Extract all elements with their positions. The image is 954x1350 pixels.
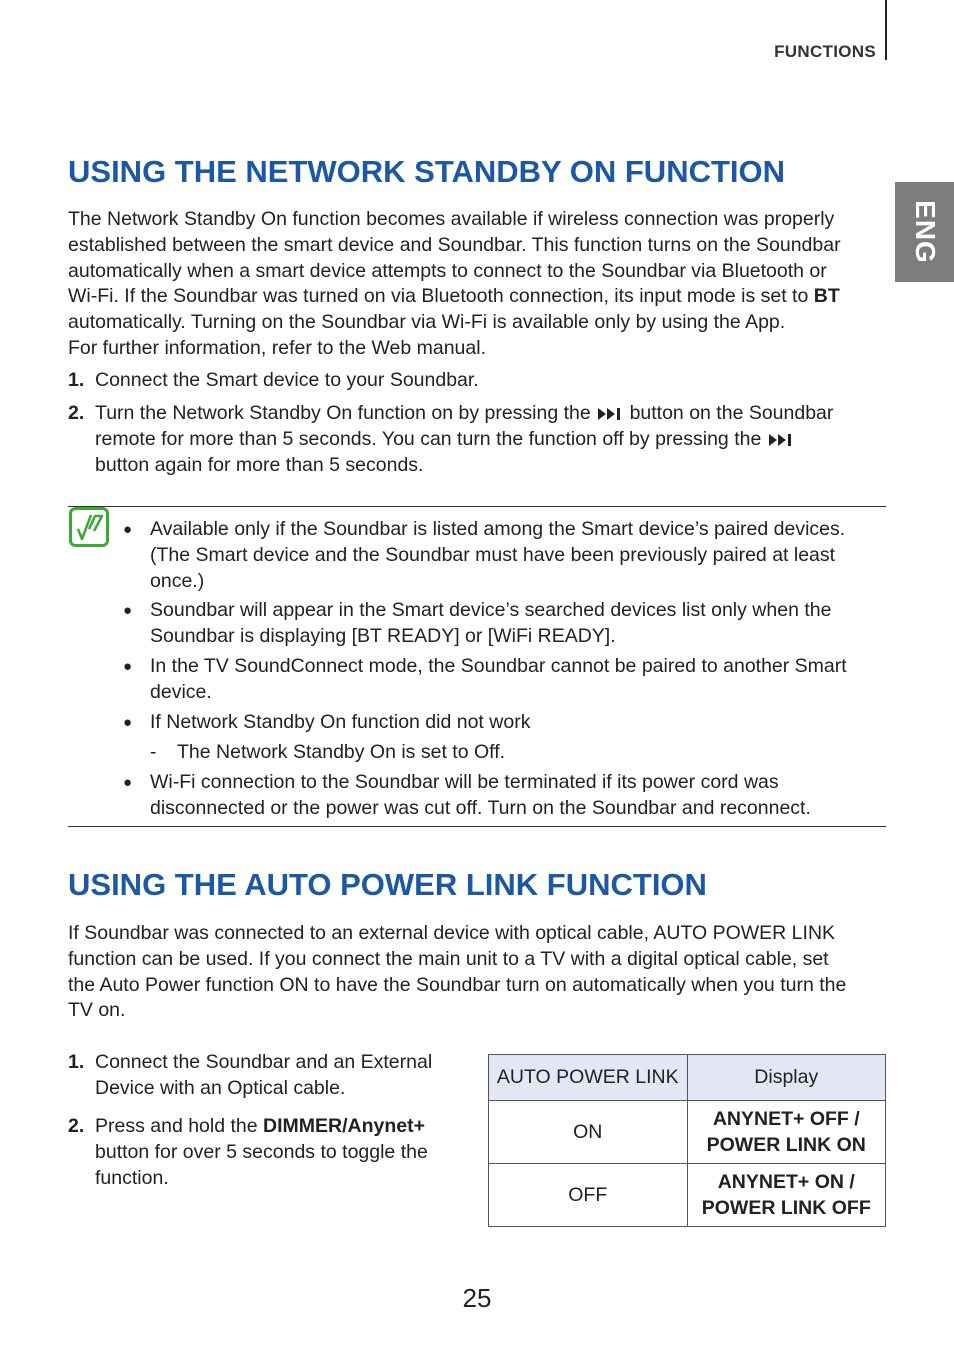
intro-line: TV on. xyxy=(68,999,126,1022)
note-top-rule xyxy=(68,506,886,507)
intro-line xyxy=(68,284,888,310)
language-tab xyxy=(895,182,954,282)
intro-line: established between the smart device and Soundbar. This function turns on the Soundbar xyxy=(68,233,841,256)
dimmer-anynet-button-label: DIMMER/Anynet+ xyxy=(263,1115,426,1137)
note-sub-text: The Network Standby On is set to Off. xyxy=(177,741,506,763)
step-number: 1. xyxy=(68,369,85,391)
note-line: Available only if the Soundbar is listed among the Smart device’s paired devices. xyxy=(150,518,846,540)
language-tab-label: ENG xyxy=(909,200,941,264)
section-title-auto-power-link: USING THE AUTO POWER LINK FUNCTION xyxy=(68,867,707,902)
table-header-cell: AUTO POWER LINK xyxy=(489,1055,688,1101)
note-line: Wi-Fi connection to the Soundbar will be terminated if its power cord was xyxy=(150,771,779,793)
table-header-row xyxy=(489,1055,886,1101)
note-text xyxy=(150,710,885,736)
display-line: POWER LINK ON xyxy=(706,1134,866,1156)
note-line: disconnected or the power was cut off. Turn on the Soundbar and reconnect. xyxy=(150,796,811,819)
note-line: If Network Standby On function did not work xyxy=(150,711,531,733)
intro-line: automatically when a smart device attempts to connect to the Soundbar via Bluetooth or xyxy=(68,259,827,282)
note-text xyxy=(150,770,885,822)
page-number: 25 xyxy=(462,1283,492,1313)
step-text-part: button on the Soundbar xyxy=(629,402,834,424)
bullet-icon: ● xyxy=(123,521,133,538)
note-text xyxy=(150,517,885,594)
step-text xyxy=(95,1050,475,1102)
note-bottom-rule xyxy=(68,826,886,827)
table-cell-display xyxy=(687,1101,886,1164)
step-text: Connect the Smart device to your Soundbar. xyxy=(95,369,479,391)
note-icon xyxy=(69,507,109,547)
intro-line-text: Wi-Fi. If the Soundbar was turned on via Bluetooth connection, its input mode is set to xyxy=(68,285,809,308)
play-pause-icon xyxy=(596,407,624,421)
note-line: device. xyxy=(150,680,212,703)
display-line: POWER LINK OFF xyxy=(701,1197,871,1219)
step-text-part: Turn the Network Standby On function on by pressing the xyxy=(95,402,591,424)
dash-marker: - xyxy=(150,741,157,763)
display-line: ANYNET+ OFF / xyxy=(712,1108,860,1130)
step-text-part: remote for more than 5 seconds. You can turn the function off by pressing the xyxy=(95,427,762,450)
play-pause-icon xyxy=(767,433,795,447)
table-cell-display xyxy=(687,1164,886,1227)
intro-line: function can be used. If you connect the main unit to a TV with a digital optical cable, set xyxy=(68,947,829,970)
bullet-icon: ● xyxy=(123,602,133,619)
bullet-icon: ● xyxy=(123,774,133,791)
note-line: In the TV SoundConnect mode, the Soundbar cannot be paired to another Smart xyxy=(150,655,847,677)
table-header-cell: Display xyxy=(687,1055,886,1101)
step-line: button for over 5 seconds to toggle the xyxy=(95,1140,428,1163)
step-line: Connect the Soundbar and an External xyxy=(95,1051,433,1073)
bullet-icon: ● xyxy=(123,714,133,731)
step-line: Device with an Optical cable. xyxy=(95,1076,346,1099)
table-row xyxy=(489,1101,886,1164)
step-number: 2. xyxy=(68,1115,85,1137)
network-standby-intro xyxy=(68,207,888,362)
table-cell-setting: OFF xyxy=(489,1164,688,1227)
intro-line: If Soundbar was connected to an external device with optical cable, AUTO POWER LINK xyxy=(68,922,836,944)
step-text-part: Press and hold the xyxy=(95,1115,258,1137)
step-text-part: button again for more than 5 seconds. xyxy=(95,453,424,476)
section-title-network-standby: USING THE NETWORK STANDBY ON FUNCTION xyxy=(68,154,786,189)
note-line: Soundbar is displaying [BT READY] or [WiFi READY]. xyxy=(150,624,616,647)
note-text xyxy=(150,654,885,706)
intro-line: For further information, refer to the Web manual. xyxy=(68,336,486,359)
note-line: (The Smart device and the Soundbar must have been previously paired at least xyxy=(150,543,836,566)
step-number: 1. xyxy=(68,1051,85,1073)
auto-power-link-table xyxy=(488,1054,886,1227)
section-label: FUNCTIONS xyxy=(774,42,876,61)
note-line: Soundbar will appear in the Smart device’s searched devices list only when the xyxy=(150,599,832,621)
intro-line: The Network Standby On function becomes available if wireless connection was properly xyxy=(68,208,835,230)
step-text xyxy=(95,401,890,478)
note-text xyxy=(150,598,885,650)
table-cell-setting: ON xyxy=(489,1101,688,1164)
bullet-icon: ● xyxy=(123,658,133,675)
header-divider xyxy=(885,0,887,60)
auto-power-link-intro xyxy=(68,921,888,1024)
note-line: once.) xyxy=(150,569,205,592)
intro-line: the Auto Power function ON to have the Soundbar turn on automatically when you turn the xyxy=(68,973,847,996)
intro-line: automatically. Turning on the Soundbar via Wi-Fi is available only by using the App. xyxy=(68,311,786,334)
display-line: ANYNET+ ON / xyxy=(717,1171,855,1193)
step-text xyxy=(95,1114,475,1191)
step-line: function. xyxy=(95,1166,169,1189)
step-number: 2. xyxy=(68,402,85,424)
table-row xyxy=(489,1164,886,1227)
bt-mode-label: BT xyxy=(813,285,840,308)
